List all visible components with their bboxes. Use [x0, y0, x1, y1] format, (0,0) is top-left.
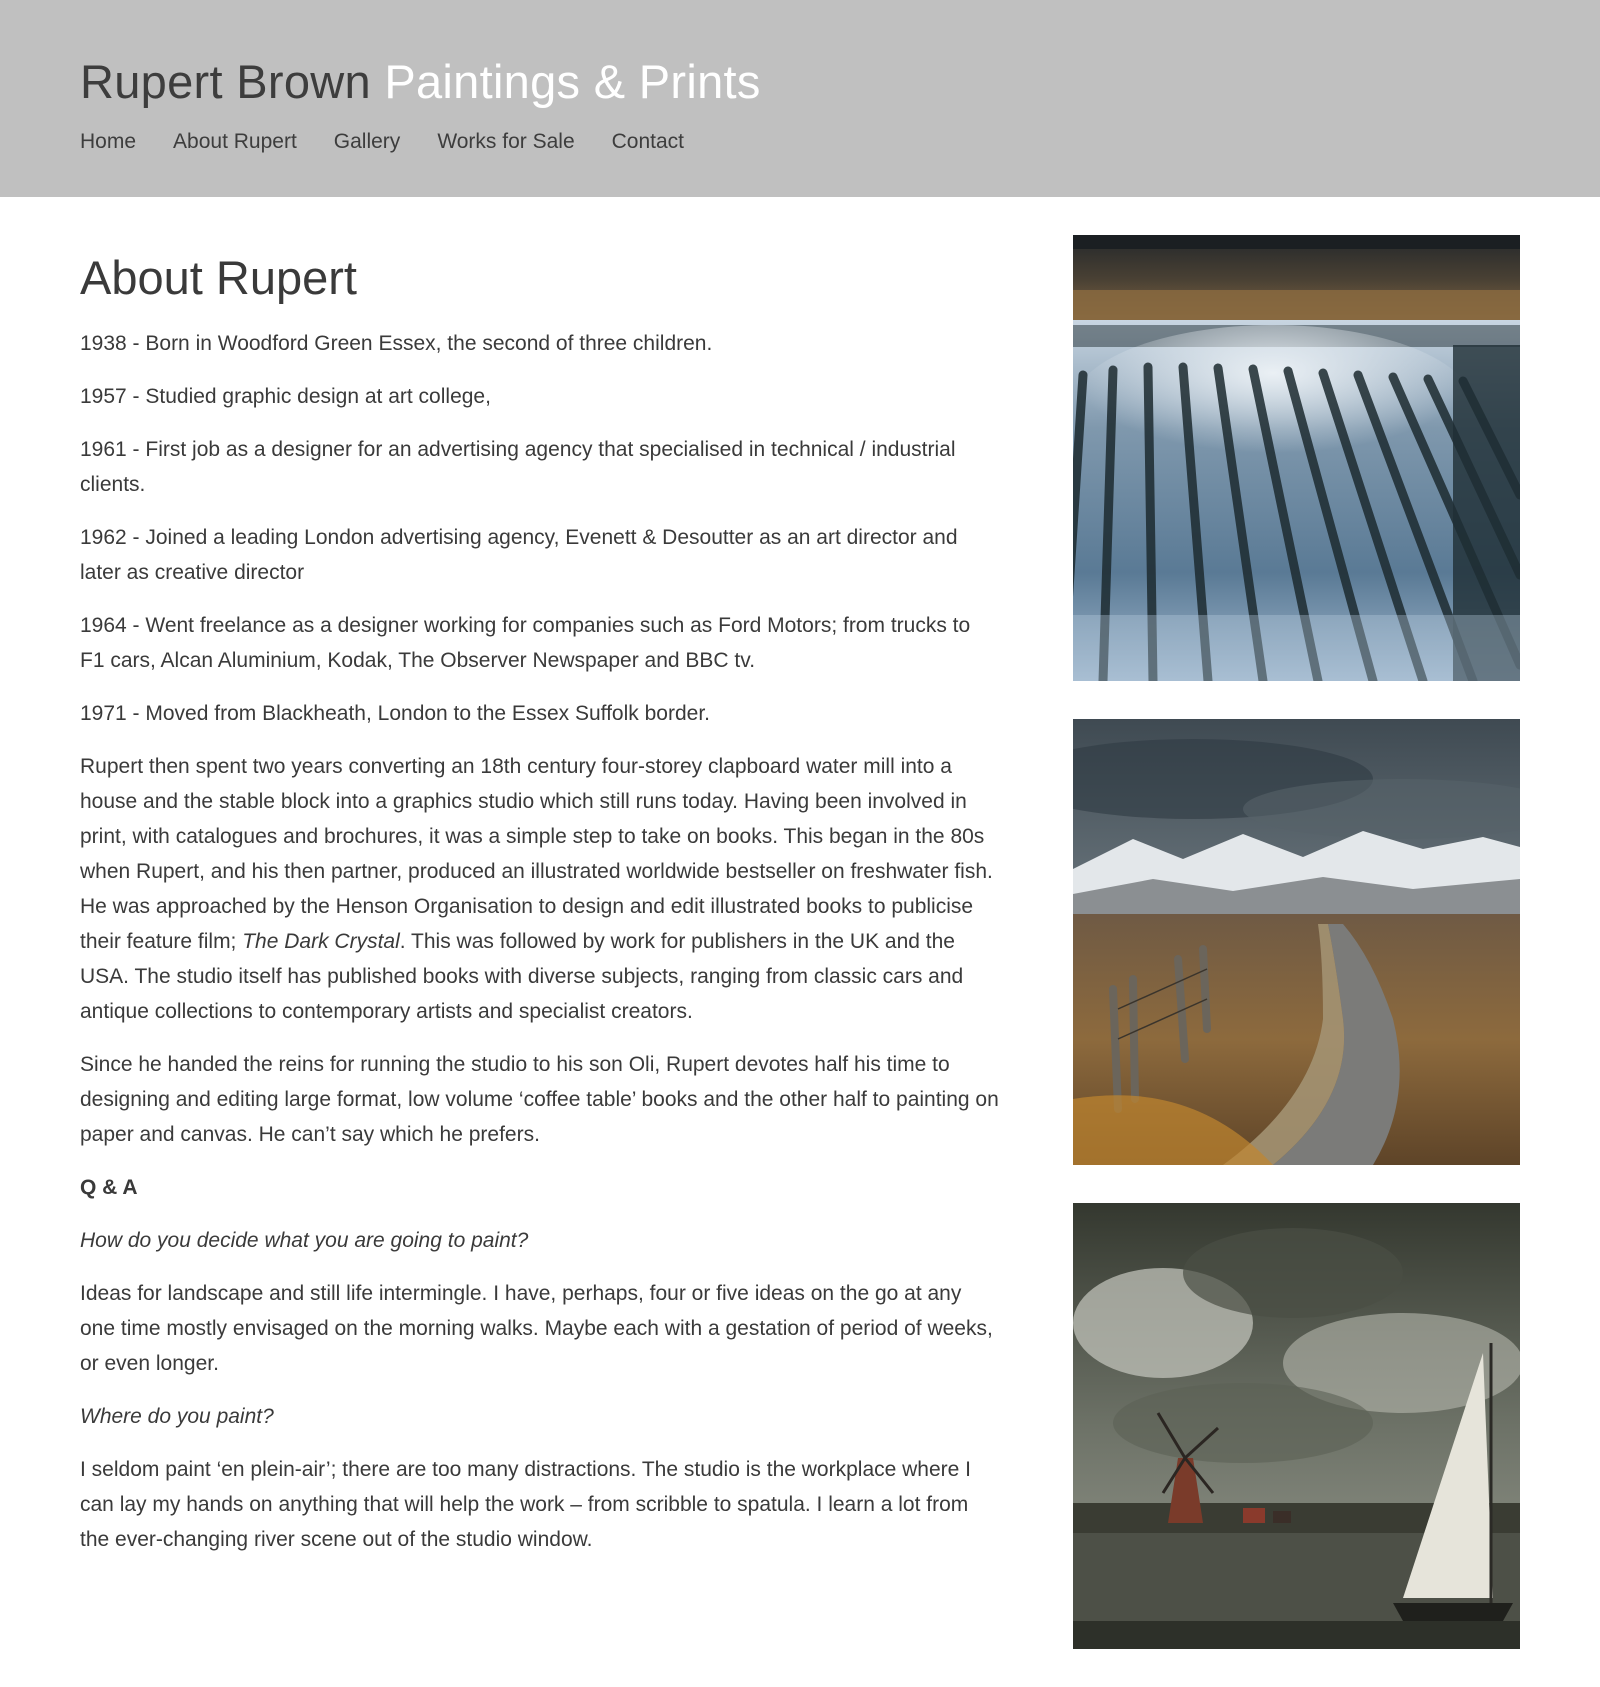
bio-text-part1: Rupert then spent two years converting an 18th century four-storey clapboard water mill into a house and the stable block into a graphics studio which still runs today. Having been involved in print, with catalogues and brochures, it was a simple step to take on books. This began in the 80s when Rupert, and his then partner, produced an illustrated worldwide bestseller on freshwater fish. He was approached by the Henson Organisation to design and edit illustrated books to publicise their feature film; — [80, 755, 993, 953]
nav-about-rupert[interactable]: About Rupert — [173, 130, 297, 153]
timeline-1964: 1964 - Went freelance as a designer working for companies such as Ford Motors; from trucks to F1 cars, Alcan Aluminium, Kodak, The Observer Newspaper and BBC tv. — [80, 614, 971, 672]
painting-windmill-sailboat[interactable] — [1073, 1203, 1520, 1649]
site-header — [0, 0, 1600, 197]
nav-home[interactable]: Home — [80, 130, 137, 153]
site-title-name: Rupert Brown — [80, 55, 371, 108]
timeline-1957: 1957 - Studied graphic design at art college, — [80, 385, 491, 408]
main-content — [80, 240, 1000, 1575]
qa-heading: Q & A — [80, 1176, 138, 1199]
painting-mountain-road[interactable] — [1073, 719, 1520, 1165]
bio-text-part2: . This was followed by work for publishers in the UK and the USA. The studio itself has published books with diverse subjects, ranging from classic cars and antique collections to contemporary artists and specialist creators. — [80, 930, 964, 1023]
page-title: About Rupert — [80, 251, 357, 304]
qa-question-2: Where do you paint? — [80, 1405, 274, 1428]
nav-gallery[interactable]: Gallery — [333, 130, 401, 153]
nav-contact[interactable]: Contact — [611, 130, 685, 153]
qa-question-1: How do you decide what you are going to paint? — [80, 1229, 529, 1252]
main-nav — [80, 126, 721, 158]
bio-paragraph — [80, 749, 1000, 1029]
painting-windmill-sailboat-image — [1073, 1203, 1520, 1649]
timeline-1971: 1971 - Moved from Blackheath, London to the Essex Suffolk border. — [80, 702, 710, 725]
qa-answer-1: Ideas for landscape and still life intermingle. I have, perhaps, four or five ideas on the go at any one time mostly envisaged on the morning walks. Maybe each with a gestation of period of weeks, or even longer. — [80, 1282, 993, 1375]
film-title: The Dark Crystal — [242, 930, 400, 953]
nav-works-for-sale[interactable]: Works for Sale — [437, 130, 575, 153]
site-title[interactable] — [80, 52, 761, 112]
timeline-1938: 1938 - Born in Woodford Green Essex, the second of three children. — [80, 332, 713, 355]
painting-mountain-road-image — [1073, 719, 1520, 1165]
timeline-1961: 1961 - First job as a designer for an advertising agency that specialised in technical / industrial clients. — [80, 438, 956, 496]
painting-flooded-field[interactable] — [1073, 235, 1520, 681]
painting-flooded-field-image — [1073, 235, 1520, 681]
qa-answer-2: I seldom paint ‘en plein-air’; there are too many distractions. The studio is the workplace where I can lay my hands on anything that will help the work – from scribble to spatula. I learn a lot from the ever-changing river scene out of the studio window. — [80, 1458, 972, 1551]
site-title-sub: Paintings & Prints — [384, 55, 761, 108]
timeline-1962: 1962 - Joined a leading London advertising agency, Evenett & Desoutter as an art director and later as creative director — [80, 526, 958, 584]
studio-paragraph: Since he handed the reins for running the studio to his son Oli, Rupert devotes half his time to designing and editing large format, low volume ‘coffee table’ books and the other half to painting on paper and canvas. He can’t say which he prefers. — [80, 1053, 999, 1146]
painting-column — [1073, 235, 1520, 1687]
